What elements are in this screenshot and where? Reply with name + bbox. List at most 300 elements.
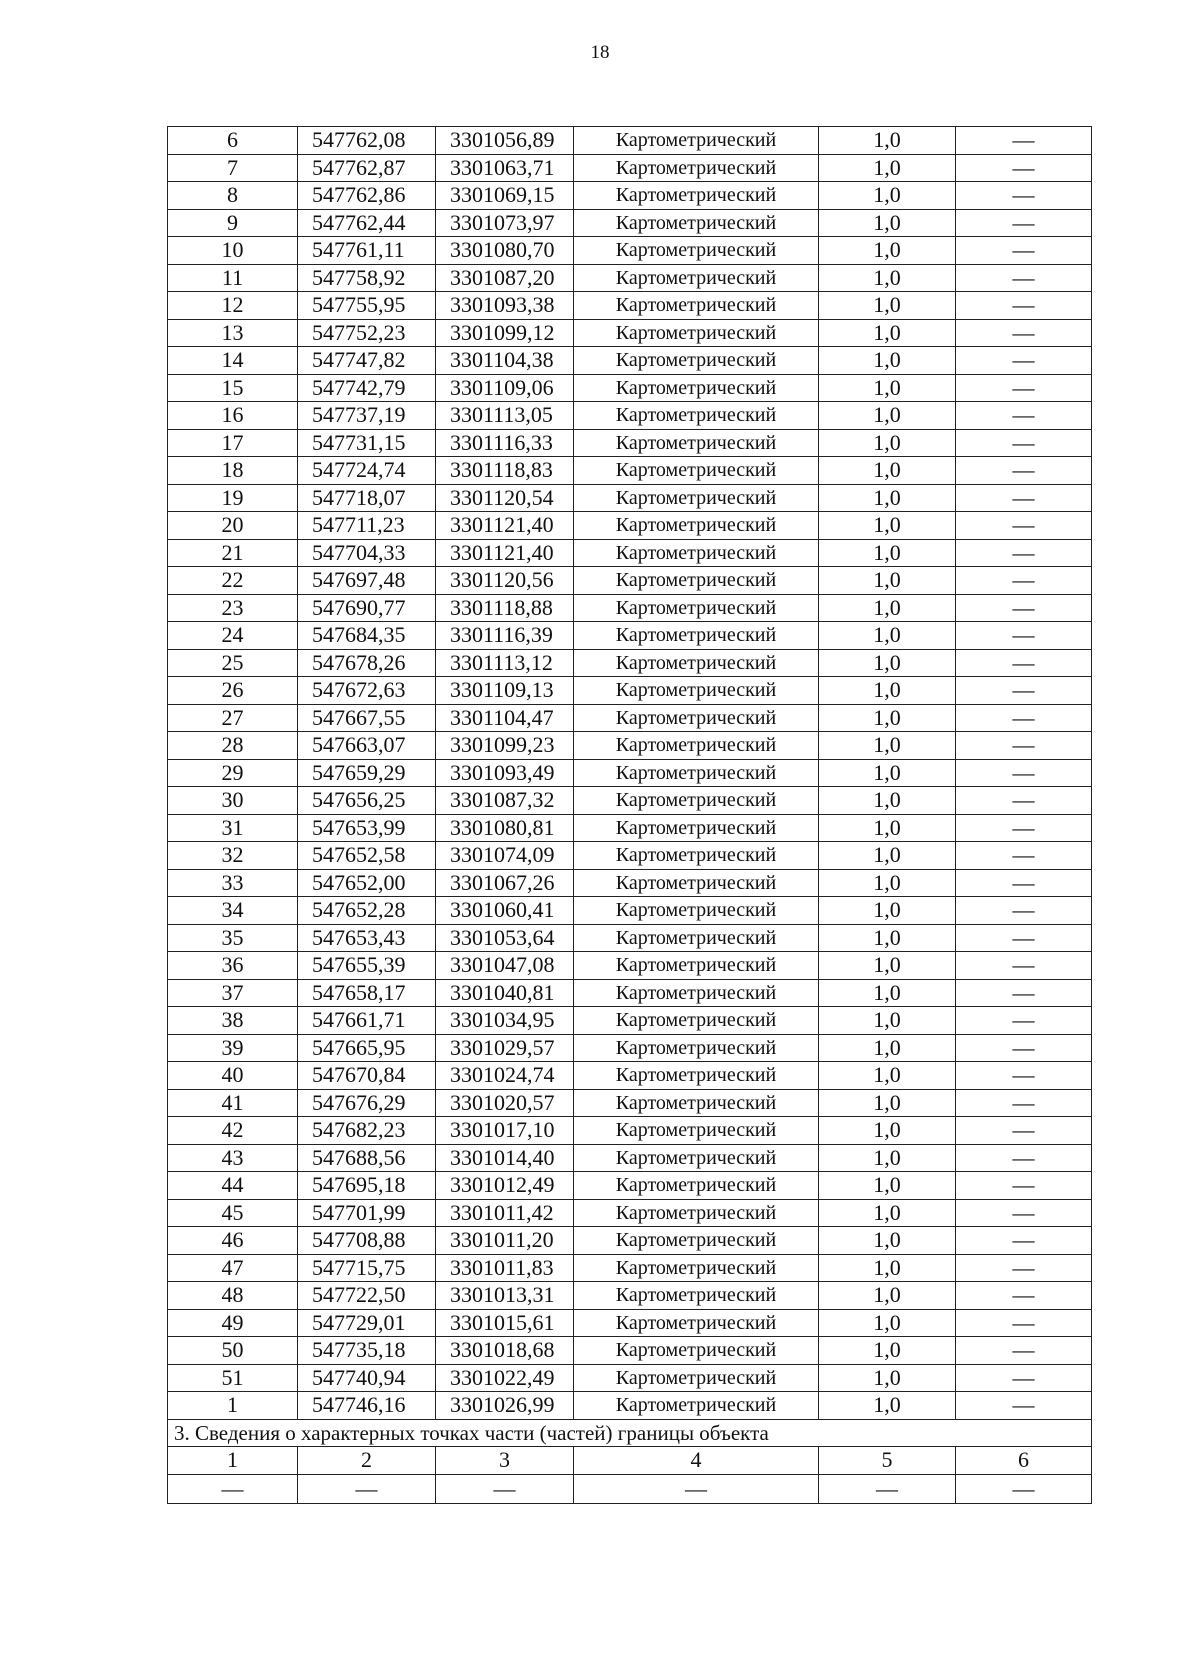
coordinates-table-body (168, 127, 1092, 1504)
description-cell: — (956, 1282, 1092, 1310)
y-coordinate-cell: 3301087,20 (436, 264, 574, 292)
column-number-cell: 6 (956, 1447, 1092, 1475)
point-number-cell: 25 (168, 649, 298, 677)
y-coordinate-cell: 3301026,99 (436, 1392, 574, 1420)
x-coordinate-cell: 547762,44 (298, 209, 436, 237)
column-number-cell: 2 (298, 1447, 436, 1475)
description-cell: — (956, 814, 1092, 842)
accuracy-cell: 1,0 (819, 1089, 956, 1117)
point-number-cell: 19 (168, 484, 298, 512)
x-coordinate-cell: 547665,95 (298, 1034, 436, 1062)
y-coordinate-cell: 3301040,81 (436, 979, 574, 1007)
method-cell: Картометрический (574, 237, 819, 265)
y-coordinate-cell: 3301118,83 (436, 457, 574, 485)
x-coordinate-cell: 547695,18 (298, 1172, 436, 1200)
method-cell: Картометрический (574, 979, 819, 1007)
y-coordinate-cell: 3301060,41 (436, 897, 574, 925)
x-coordinate-cell: 547652,00 (298, 869, 436, 897)
point-number-cell: 46 (168, 1227, 298, 1255)
table-row (168, 1089, 1092, 1117)
accuracy-cell: 1,0 (819, 512, 956, 540)
method-cell: Картометрический (574, 732, 819, 760)
table-row (168, 1117, 1092, 1145)
description-cell: — (956, 539, 1092, 567)
method-cell: Картометрический (574, 622, 819, 650)
x-coordinate-cell: 547715,75 (298, 1254, 436, 1282)
table-row (168, 1199, 1092, 1227)
accuracy-cell: 1,0 (819, 924, 956, 952)
table-row (168, 759, 1092, 787)
description-cell: — (956, 1089, 1092, 1117)
table-row (168, 429, 1092, 457)
x-coordinate-cell: 547711,23 (298, 512, 436, 540)
point-number-cell: 20 (168, 512, 298, 540)
x-coordinate-cell: 547678,26 (298, 649, 436, 677)
accuracy-cell: 1,0 (819, 1227, 956, 1255)
accuracy-cell: 1,0 (819, 1309, 956, 1337)
point-number-cell: 9 (168, 209, 298, 237)
y-coordinate-cell: 3301015,61 (436, 1309, 574, 1337)
description-cell: — (956, 182, 1092, 210)
accuracy-cell: 1,0 (819, 374, 956, 402)
accuracy-cell: 1,0 (819, 732, 956, 760)
method-cell: Картометрический (574, 127, 819, 155)
method-cell: Картометрический (574, 347, 819, 375)
point-number-cell: 51 (168, 1364, 298, 1392)
accuracy-cell: 1,0 (819, 484, 956, 512)
method-cell: Картометрический (574, 869, 819, 897)
x-coordinate-cell: 547697,48 (298, 567, 436, 595)
y-coordinate-cell: 3301067,26 (436, 869, 574, 897)
table-row (168, 842, 1092, 870)
table-row (168, 319, 1092, 347)
x-coordinate-cell: 547690,77 (298, 594, 436, 622)
x-coordinate-cell: 547655,39 (298, 952, 436, 980)
description-cell: — (956, 1364, 1092, 1392)
x-coordinate-cell: 547758,92 (298, 264, 436, 292)
point-number-cell: 13 (168, 319, 298, 347)
y-coordinate-cell: 3301104,38 (436, 347, 574, 375)
point-number-cell: 48 (168, 1282, 298, 1310)
table-row (168, 484, 1092, 512)
method-cell: Картометрический (574, 1309, 819, 1337)
point-number-cell: 11 (168, 264, 298, 292)
description-cell: — (956, 127, 1092, 155)
table-row (168, 539, 1092, 567)
description-cell: — (956, 154, 1092, 182)
accuracy-cell: 1,0 (819, 952, 956, 980)
point-number-cell: 39 (168, 1034, 298, 1062)
accuracy-cell: 1,0 (819, 1337, 956, 1365)
table-row (168, 567, 1092, 595)
point-number-cell: 12 (168, 292, 298, 320)
description-cell: — (956, 649, 1092, 677)
description-cell: — (956, 402, 1092, 430)
y-coordinate-cell: 3301018,68 (436, 1337, 574, 1365)
x-coordinate-cell: 547656,25 (298, 787, 436, 815)
description-cell: — (956, 1392, 1092, 1420)
x-coordinate-cell: 547762,87 (298, 154, 436, 182)
empty-cell: — (436, 1474, 574, 1503)
method-cell: Картометрический (574, 1144, 819, 1172)
description-cell: — (956, 457, 1092, 485)
accuracy-cell: 1,0 (819, 457, 956, 485)
method-cell: Картометрический (574, 209, 819, 237)
y-coordinate-cell: 3301116,33 (436, 429, 574, 457)
description-cell: — (956, 979, 1092, 1007)
y-coordinate-cell: 3301020,57 (436, 1089, 574, 1117)
description-cell: — (956, 512, 1092, 540)
description-cell: — (956, 374, 1092, 402)
point-number-cell: 37 (168, 979, 298, 1007)
y-coordinate-cell: 3301029,57 (436, 1034, 574, 1062)
y-coordinate-cell: 3301056,89 (436, 127, 574, 155)
column-numbers-row (168, 1447, 1092, 1475)
description-cell: — (956, 677, 1092, 705)
accuracy-cell: 1,0 (819, 594, 956, 622)
y-coordinate-cell: 3301109,06 (436, 374, 574, 402)
point-number-cell: 30 (168, 787, 298, 815)
accuracy-cell: 1,0 (819, 1392, 956, 1420)
point-number-cell: 40 (168, 1062, 298, 1090)
method-cell: Картометрический (574, 1089, 819, 1117)
accuracy-cell: 1,0 (819, 237, 956, 265)
accuracy-cell: 1,0 (819, 127, 956, 155)
accuracy-cell: 1,0 (819, 292, 956, 320)
description-cell: — (956, 897, 1092, 925)
y-coordinate-cell: 3301014,40 (436, 1144, 574, 1172)
description-cell: — (956, 264, 1092, 292)
method-cell: Картометрический (574, 264, 819, 292)
table-row (168, 979, 1092, 1007)
y-coordinate-cell: 3301011,20 (436, 1227, 574, 1255)
table-row (168, 897, 1092, 925)
x-coordinate-cell: 547682,23 (298, 1117, 436, 1145)
point-number-cell: 35 (168, 924, 298, 952)
table-row (168, 1034, 1092, 1062)
x-coordinate-cell: 547676,29 (298, 1089, 436, 1117)
x-coordinate-cell: 547735,18 (298, 1337, 436, 1365)
x-coordinate-cell: 547652,58 (298, 842, 436, 870)
y-coordinate-cell: 3301073,97 (436, 209, 574, 237)
accuracy-cell: 1,0 (819, 567, 956, 595)
method-cell: Картометрический (574, 457, 819, 485)
x-coordinate-cell: 547704,33 (298, 539, 436, 567)
page-number: 18 (590, 42, 610, 63)
table-row (168, 402, 1092, 430)
table-row (168, 1309, 1092, 1337)
table-row (168, 1254, 1092, 1282)
y-coordinate-cell: 3301120,56 (436, 567, 574, 595)
x-coordinate-cell: 547672,63 (298, 677, 436, 705)
column-number-cell: 3 (436, 1447, 574, 1475)
table-row (168, 704, 1092, 732)
point-number-cell: 23 (168, 594, 298, 622)
accuracy-cell: 1,0 (819, 677, 956, 705)
y-coordinate-cell: 3301024,74 (436, 1062, 574, 1090)
method-cell: Картометрический (574, 154, 819, 182)
point-number-cell: 31 (168, 814, 298, 842)
x-coordinate-cell: 547718,07 (298, 484, 436, 512)
y-coordinate-cell: 3301093,49 (436, 759, 574, 787)
table-row (168, 1337, 1092, 1365)
description-cell: — (956, 484, 1092, 512)
accuracy-cell: 1,0 (819, 704, 956, 732)
accuracy-cell: 1,0 (819, 209, 956, 237)
method-cell: Картометрический (574, 1199, 819, 1227)
method-cell: Картометрический (574, 402, 819, 430)
accuracy-cell: 1,0 (819, 539, 956, 567)
method-cell: Картометрический (574, 319, 819, 347)
method-cell: Картометрический (574, 512, 819, 540)
table-row (168, 1007, 1092, 1035)
table-row (168, 237, 1092, 265)
point-number-cell: 34 (168, 897, 298, 925)
x-coordinate-cell: 547746,16 (298, 1392, 436, 1420)
table-row (168, 347, 1092, 375)
point-number-cell: 21 (168, 539, 298, 567)
point-number-cell: 15 (168, 374, 298, 402)
method-cell: Картометрический (574, 292, 819, 320)
point-number-cell: 50 (168, 1337, 298, 1365)
method-cell: Картометрический (574, 1034, 819, 1062)
table-row (168, 512, 1092, 540)
description-cell: — (956, 237, 1092, 265)
empty-cell: — (298, 1474, 436, 1503)
method-cell: Картометрический (574, 842, 819, 870)
x-coordinate-cell: 547762,08 (298, 127, 436, 155)
method-cell: Картометрический (574, 704, 819, 732)
accuracy-cell: 1,0 (819, 1172, 956, 1200)
description-cell: — (956, 622, 1092, 650)
accuracy-cell: 1,0 (819, 649, 956, 677)
y-coordinate-cell: 3301069,15 (436, 182, 574, 210)
point-number-cell: 43 (168, 1144, 298, 1172)
table-row (168, 594, 1092, 622)
table-row (168, 787, 1092, 815)
method-cell: Картометрический (574, 1007, 819, 1035)
y-coordinate-cell: 3301047,08 (436, 952, 574, 980)
table-row (168, 924, 1092, 952)
accuracy-cell: 1,0 (819, 1007, 956, 1035)
description-cell: — (956, 1227, 1092, 1255)
description-cell: — (956, 319, 1092, 347)
table-row (168, 374, 1092, 402)
x-coordinate-cell: 547747,82 (298, 347, 436, 375)
y-coordinate-cell: 3301022,49 (436, 1364, 574, 1392)
x-coordinate-cell: 547740,94 (298, 1364, 436, 1392)
description-cell: — (956, 292, 1092, 320)
table-row (168, 1227, 1092, 1255)
point-number-cell: 28 (168, 732, 298, 760)
point-number-cell: 14 (168, 347, 298, 375)
description-cell: — (956, 1034, 1092, 1062)
accuracy-cell: 1,0 (819, 264, 956, 292)
method-cell: Картометрический (574, 1227, 819, 1255)
point-number-cell: 8 (168, 182, 298, 210)
point-number-cell: 16 (168, 402, 298, 430)
description-cell: — (956, 1254, 1092, 1282)
description-cell: — (956, 759, 1092, 787)
point-number-cell: 38 (168, 1007, 298, 1035)
point-number-cell: 22 (168, 567, 298, 595)
y-coordinate-cell: 3301120,54 (436, 484, 574, 512)
y-coordinate-cell: 3301104,47 (436, 704, 574, 732)
method-cell: Картометрический (574, 1117, 819, 1145)
accuracy-cell: 1,0 (819, 402, 956, 430)
y-coordinate-cell: 3301017,10 (436, 1117, 574, 1145)
x-coordinate-cell: 547729,01 (298, 1309, 436, 1337)
accuracy-cell: 1,0 (819, 182, 956, 210)
point-number-cell: 1 (168, 1392, 298, 1420)
accuracy-cell: 1,0 (819, 154, 956, 182)
method-cell: Картометрический (574, 759, 819, 787)
method-cell: Картометрический (574, 594, 819, 622)
y-coordinate-cell: 3301118,88 (436, 594, 574, 622)
table-row (168, 952, 1092, 980)
x-coordinate-cell: 547731,15 (298, 429, 436, 457)
description-cell: — (956, 1144, 1092, 1172)
y-coordinate-cell: 3301012,49 (436, 1172, 574, 1200)
method-cell: Картометрический (574, 787, 819, 815)
table-row (168, 1062, 1092, 1090)
accuracy-cell: 1,0 (819, 897, 956, 925)
section-title: 3. Сведения о характерных точках части (частей) границы объекта (168, 1419, 1092, 1447)
method-cell: Картометрический (574, 1172, 819, 1200)
x-coordinate-cell: 547761,11 (298, 237, 436, 265)
point-number-cell: 7 (168, 154, 298, 182)
empty-cell: — (956, 1474, 1092, 1503)
accuracy-cell: 1,0 (819, 1062, 956, 1090)
description-cell: — (956, 1172, 1092, 1200)
method-cell: Картометрический (574, 567, 819, 595)
method-cell: Картометрический (574, 677, 819, 705)
point-number-cell: 18 (168, 457, 298, 485)
method-cell: Картометрический (574, 1337, 819, 1365)
table-row (168, 264, 1092, 292)
y-coordinate-cell: 3301099,23 (436, 732, 574, 760)
method-cell: Картометрический (574, 952, 819, 980)
description-cell: — (956, 1309, 1092, 1337)
y-coordinate-cell: 3301121,40 (436, 512, 574, 540)
description-cell: — (956, 952, 1092, 980)
table-row (168, 1172, 1092, 1200)
description-cell: — (956, 787, 1092, 815)
accuracy-cell: 1,0 (819, 979, 956, 1007)
point-number-cell: 6 (168, 127, 298, 155)
description-cell: — (956, 429, 1092, 457)
method-cell: Картометрический (574, 814, 819, 842)
accuracy-cell: 1,0 (819, 814, 956, 842)
table-row (168, 457, 1092, 485)
accuracy-cell: 1,0 (819, 347, 956, 375)
empty-cell: — (574, 1474, 819, 1503)
x-coordinate-cell: 547661,71 (298, 1007, 436, 1035)
accuracy-cell: 1,0 (819, 759, 956, 787)
empty-cell: — (819, 1474, 956, 1503)
method-cell: Картометрический (574, 539, 819, 567)
accuracy-cell: 1,0 (819, 842, 956, 870)
x-coordinate-cell: 547670,84 (298, 1062, 436, 1090)
method-cell: Картометрический (574, 897, 819, 925)
description-cell: — (956, 594, 1092, 622)
x-coordinate-cell: 547722,50 (298, 1282, 436, 1310)
y-coordinate-cell: 3301011,83 (436, 1254, 574, 1282)
x-coordinate-cell: 547701,99 (298, 1199, 436, 1227)
y-coordinate-cell: 3301080,70 (436, 237, 574, 265)
table-row (168, 649, 1092, 677)
accuracy-cell: 1,0 (819, 869, 956, 897)
table-row (168, 1282, 1092, 1310)
x-coordinate-cell: 547737,19 (298, 402, 436, 430)
y-coordinate-cell: 3301116,39 (436, 622, 574, 650)
method-cell: Картометрический (574, 1392, 819, 1420)
method-cell: Картометрический (574, 924, 819, 952)
point-number-cell: 32 (168, 842, 298, 870)
description-cell: — (956, 1117, 1092, 1145)
x-coordinate-cell: 547653,99 (298, 814, 436, 842)
table-row (168, 154, 1092, 182)
description-cell: — (956, 209, 1092, 237)
x-coordinate-cell: 547653,43 (298, 924, 436, 952)
empty-cell: — (168, 1474, 298, 1503)
method-cell: Картометрический (574, 1364, 819, 1392)
method-cell: Картометрический (574, 649, 819, 677)
y-coordinate-cell: 3301080,81 (436, 814, 574, 842)
x-coordinate-cell: 547755,95 (298, 292, 436, 320)
x-coordinate-cell: 547652,28 (298, 897, 436, 925)
y-coordinate-cell: 3301011,42 (436, 1199, 574, 1227)
point-number-cell: 41 (168, 1089, 298, 1117)
accuracy-cell: 1,0 (819, 1199, 956, 1227)
x-coordinate-cell: 547663,07 (298, 732, 436, 760)
method-cell: Картометрический (574, 182, 819, 210)
table-row (168, 622, 1092, 650)
point-number-cell: 45 (168, 1199, 298, 1227)
method-cell: Картометрический (574, 484, 819, 512)
table-row (168, 1392, 1092, 1420)
point-number-cell: 49 (168, 1309, 298, 1337)
point-number-cell: 10 (168, 237, 298, 265)
column-number-cell: 4 (574, 1447, 819, 1475)
description-cell: — (956, 347, 1092, 375)
point-number-cell: 17 (168, 429, 298, 457)
column-number-cell: 5 (819, 1447, 956, 1475)
accuracy-cell: 1,0 (819, 1254, 956, 1282)
y-coordinate-cell: 3301074,09 (436, 842, 574, 870)
method-cell: Картометрический (574, 1254, 819, 1282)
table-row (168, 127, 1092, 155)
accuracy-cell: 1,0 (819, 429, 956, 457)
empty-data-row (168, 1474, 1092, 1503)
table-row (168, 209, 1092, 237)
y-coordinate-cell: 3301013,31 (436, 1282, 574, 1310)
table-row (168, 292, 1092, 320)
description-cell: — (956, 869, 1092, 897)
accuracy-cell: 1,0 (819, 1144, 956, 1172)
y-coordinate-cell: 3301093,38 (436, 292, 574, 320)
column-number-cell: 1 (168, 1447, 298, 1475)
point-number-cell: 33 (168, 869, 298, 897)
y-coordinate-cell: 3301034,95 (436, 1007, 574, 1035)
point-number-cell: 44 (168, 1172, 298, 1200)
description-cell: — (956, 842, 1092, 870)
point-number-cell: 47 (168, 1254, 298, 1282)
description-cell: — (956, 1337, 1092, 1365)
description-cell: — (956, 732, 1092, 760)
method-cell: Картометрический (574, 1062, 819, 1090)
x-coordinate-cell: 547659,29 (298, 759, 436, 787)
